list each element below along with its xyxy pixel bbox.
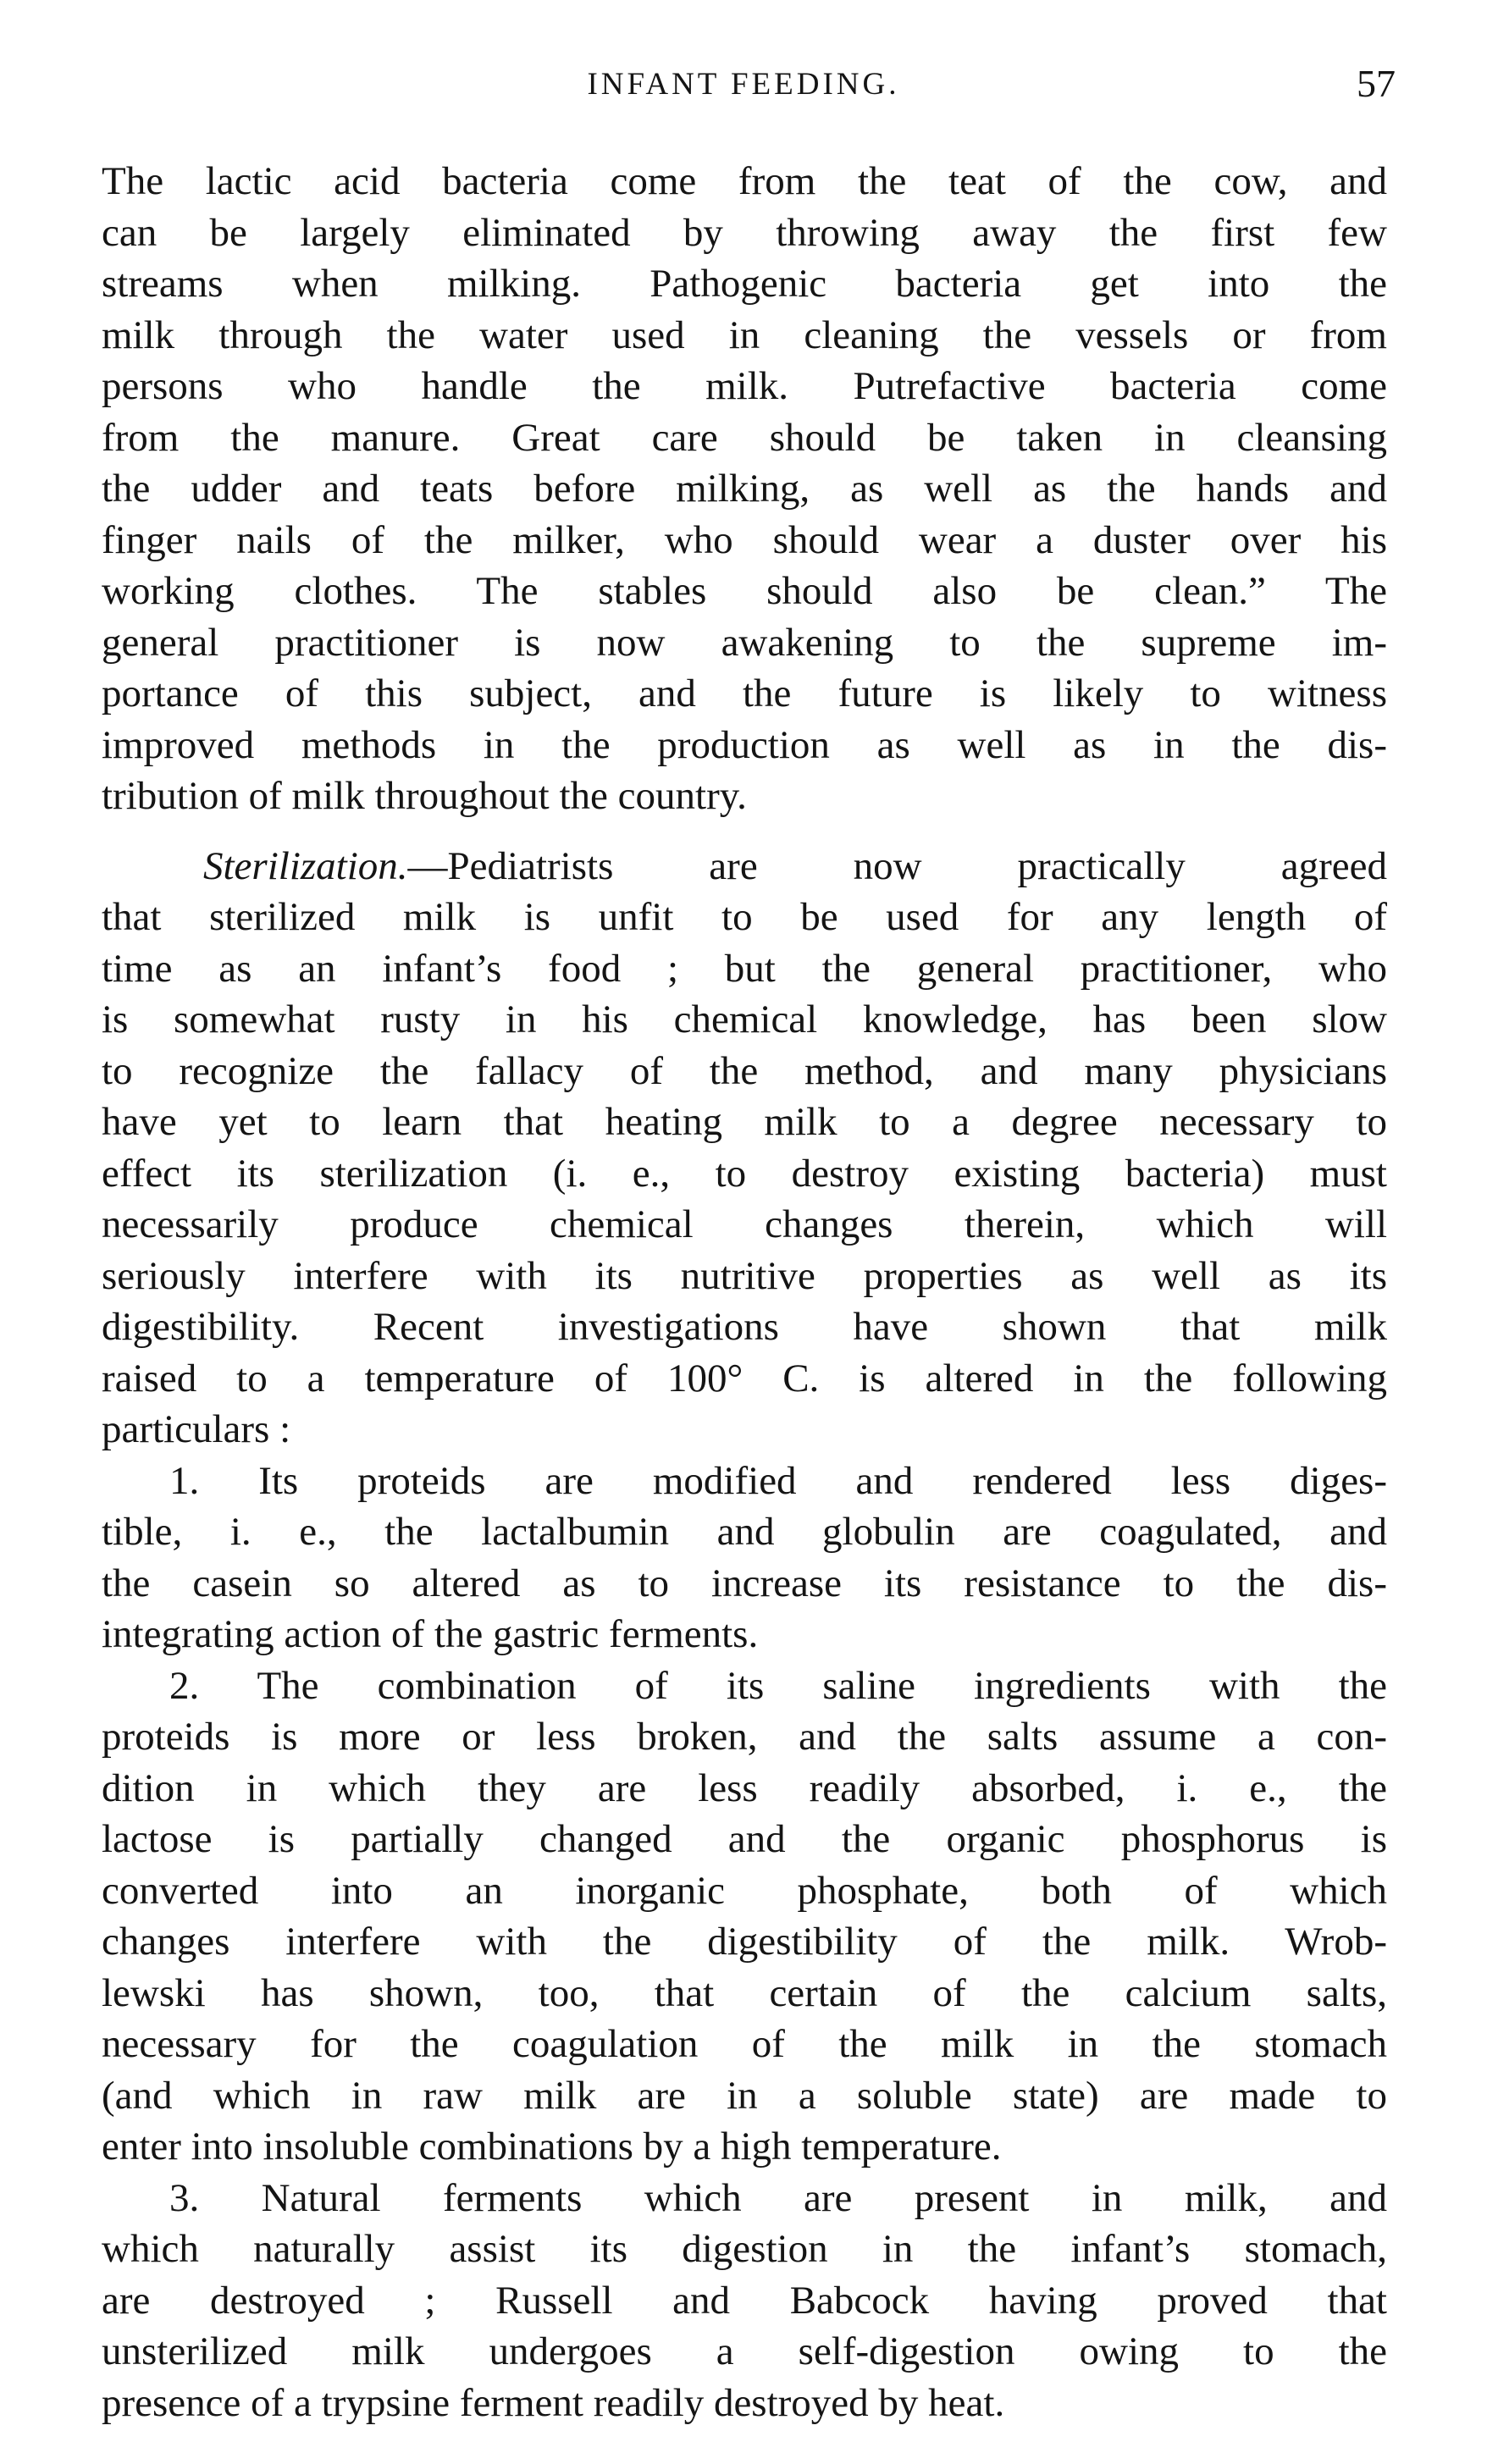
text-line: from the manure. Great care should be taken in cleansing [102, 415, 1387, 460]
text-line: 2. The combination of its saline ingredients with the [169, 1663, 1387, 1708]
text-line: the casein so altered as to increase its resistance to the dis- [102, 1561, 1387, 1605]
text-line: general practitioner is now awakening to the supreme im- [102, 620, 1387, 665]
text-line: time as an infant’s food ; but the general practitioner, who [102, 946, 1387, 991]
section-heading-sterilization: Sterilization. [203, 843, 408, 888]
text-line: improved methods in the production as well as in the dis- [102, 722, 1387, 767]
text-line: seriously interfere with its nutritive properties as well as its [102, 1253, 1387, 1298]
paragraph-sterilization [102, 841, 1387, 1456]
text-line: 3. Natural ferments which are present in milk, and [169, 2175, 1387, 2220]
paragraph-bacteria [102, 156, 1387, 822]
text-line: unsterilized milk undergoes a self-digestion owing to the [102, 2329, 1387, 2373]
text-line: streams when milking. Pathogenic bacteria get into the [102, 262, 1387, 306]
text-line: necessary for the coagulation of the milk in the stomach [102, 2022, 1387, 2066]
text-line: dition in which they are less readily absorbed, i. e., the [102, 1765, 1387, 1810]
text-line: digestibility. Recent investigations have shown that milk [102, 1305, 1387, 1349]
text-line: integrating action of the gastric ferments. [102, 1612, 759, 1656]
text-line: tible, i. e., the lactalbumin and globulin are coagulated, and [102, 1510, 1387, 1554]
text-line: to recognize the fallacy of the method, and many physicians [102, 1048, 1387, 1093]
text-line: have yet to learn that heating milk to a degree necessary to [102, 1100, 1387, 1144]
text-line: lewski has shown, too, that certain of the calcium salts, [102, 1970, 1387, 2015]
body-text [102, 156, 1387, 2428]
list-item-proteids [102, 1456, 1387, 1660]
text-line: presence of a trypsine ferment readily destroyed by heat. [102, 2380, 1005, 2425]
text-line: the udder and teats before milking, as well as the hands and [102, 467, 1387, 511]
text-line: that sterilized milk is unfit to be used for any length of [102, 895, 1387, 939]
text-line: which naturally assist its digestion in the infant’s stomach, [102, 2227, 1387, 2271]
text-line: (and which in raw milk are in a soluble state) are made to [102, 2073, 1387, 2118]
text-line: working clothes. The stables should also be clean.” The [102, 569, 1387, 613]
text-line: necessarily produce chemical changes therein, which will [102, 1202, 1387, 1246]
text-line-with-heading [102, 841, 1387, 892]
text-line: finger nails of the milker, who should wear a duster over his [102, 517, 1387, 562]
running-title: INFANT FEEDING. [587, 67, 900, 102]
text-line: proteids is more or less broken, and the salts assume a con- [102, 1715, 1387, 1759]
page-number: 57 [1357, 62, 1396, 105]
text-line: changes interfere with the digestibility of the milk. Wrob- [102, 1920, 1387, 1964]
text-line: effect its sterilization (i. e., to destroy existing bacteria) must [102, 1151, 1387, 1196]
text-line: milk through the water used in cleaning the vessels or from [102, 312, 1387, 357]
text-line: is somewhat rusty in his chemical knowledge, has been slow [102, 997, 1387, 1041]
text-line: lactose is partially changed and the organic phosphorus is [102, 1817, 1387, 1861]
text-line: raised to a temperature of 100° C. is altered in the following [102, 1356, 1387, 1401]
text-line: portance of this subject, and the future is likely to witness [102, 671, 1387, 715]
text-line: 1. Its proteids are modified and rendered less diges- [169, 1458, 1387, 1503]
list-item-saline [102, 1660, 1387, 2173]
list-item-ferments [102, 2173, 1387, 2429]
text-line: enter into insoluble combinations by a high temperature. [102, 2124, 1002, 2168]
text-line: The lactic acid bacteria come from the teat of the cow, and [102, 159, 1387, 203]
running-head [0, 62, 1487, 117]
heading-line-rest: —Pediatrists are now practically agreed [407, 843, 1387, 888]
text-line: are destroyed ; Russell and Babcock having proved that [102, 2278, 1387, 2323]
text-line: can be largely eliminated by throwing away the first few [102, 210, 1387, 255]
text-line: particulars : [102, 1407, 291, 1451]
text-line: tribution of milk throughout the country. [102, 774, 747, 818]
text-line: converted into an inorganic phosphate, both of which [102, 1868, 1387, 1913]
text-line: persons who handle the milk. Putrefactive bacteria come [102, 364, 1387, 408]
